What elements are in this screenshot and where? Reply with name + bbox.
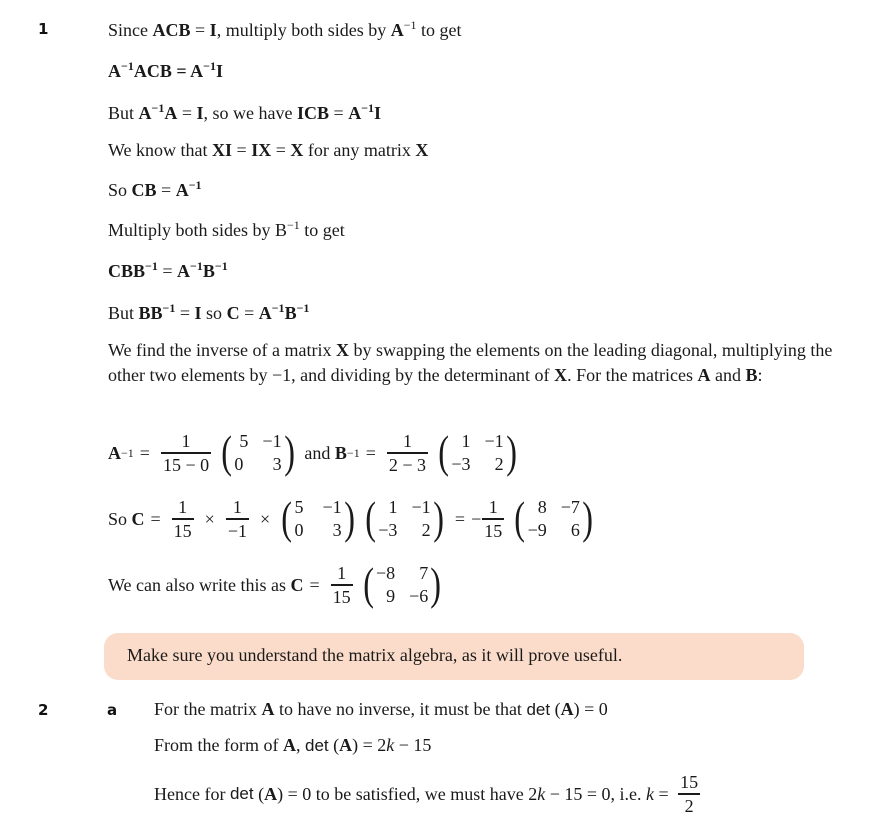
text: : [757,365,763,385]
matrix [436,428,519,478]
times-sign: × [259,508,271,529]
math-symbol: A [264,783,278,804]
superscript: −1 [214,259,228,273]
text: − 15 = 0, i.e. [545,783,647,804]
text: , multiply both sides by [216,20,391,40]
text: ) = 0 to be satisfied, we must have 2 [277,783,538,804]
math-symbol: ICB [297,103,330,123]
math-symbol: B [284,303,297,323]
matrix-entry: 3 [332,520,342,540]
right-paren: ) [432,492,444,543]
text: From the form of [154,735,283,755]
matrix-entry: 5 [294,497,304,517]
part-label: a [107,701,118,719]
superscript: −1 [203,59,216,73]
text: ) = 0 [573,699,608,719]
minus-sign: − [471,508,482,529]
text: and [299,442,335,463]
equals-sign: = [454,508,466,529]
denominator: 15 − 0 [162,455,210,475]
numerator: 1 [337,563,347,583]
superscript: −1 [403,18,417,32]
matrix-entry: 9 [386,586,396,606]
matrix [512,494,595,544]
math-symbol: CB [131,180,157,200]
math-symbol: A [190,61,204,81]
text: ) = 2 [352,735,387,755]
equals-sign: = [139,442,150,463]
right-paren: ) [343,492,355,543]
solution-line-2 [108,61,223,82]
superscript: −1 [287,218,300,232]
solution-line-7 [108,261,228,282]
math-symbol: C [226,303,240,323]
math-symbol: I [209,20,217,40]
math-symbol: B [334,442,347,463]
matrix-entry: −1 [262,431,282,451]
numerator: 1 [402,431,412,451]
matrix-entry: −1 [411,497,431,517]
math-symbol: A [164,103,178,123]
text: = [329,103,349,123]
left-paren: ( [514,492,526,543]
part-a-line-2 [154,735,431,756]
math-symbol: I [374,103,382,123]
matrix-entry: 2 [494,454,504,474]
matrix [363,494,446,544]
math-symbol: C [131,508,145,529]
matrix-entry: 3 [272,454,282,474]
text: = [232,140,252,160]
denominator: 15 [332,587,351,607]
product-equation [108,494,598,544]
matrix [279,494,357,544]
numerator: 1 [178,497,188,517]
equals-sign: = [365,442,376,463]
text: = [175,303,195,323]
text: to get [299,220,345,240]
superscript: −1 [271,301,285,315]
superscript: −1 [121,59,134,73]
text: , [295,735,305,755]
math-symbol: B [745,365,758,385]
matrix-entry: −9 [527,520,547,540]
text: ( [328,735,340,755]
tip-text: Make sure you understand the matrix algebra, as it will prove useful. [127,645,623,665]
math-symbol: C [290,574,304,595]
math-symbol: A [108,442,121,463]
text: = [156,180,176,200]
right-paren: ) [283,426,295,477]
matrix-entry: 7 [419,563,429,583]
matrix [219,428,297,478]
matrix-entry: −6 [409,586,429,606]
matrix-entry: 0 [294,520,304,540]
fraction [678,771,700,817]
inverse-explanation-paragraph [108,338,853,388]
math-symbol: X [554,365,568,385]
math-symbol: I [215,61,223,81]
math-symbol: A [175,180,189,200]
superscript: −1 [361,101,375,115]
math-symbol: I [196,103,204,123]
matrix-entry: 6 [570,520,580,540]
part-a-line-3 [154,771,705,817]
text: So [108,508,132,529]
denominator: 2 [684,796,694,816]
alternate-form-equation [108,560,447,610]
variable-k: k [646,783,655,804]
matrix-entry: −8 [375,563,396,583]
left-paren: ( [438,426,450,477]
superscript: −1 [145,259,158,273]
text: to have no inverse, it must be that [274,699,527,719]
solution-line-5 [108,180,202,201]
math-symbol: A [261,699,275,719]
matrix-entry: −3 [378,520,398,540]
det-operator: det [229,784,254,803]
matrix-entry: 2 [421,520,431,540]
math-symbol: BB [138,303,163,323]
equals-sign: = [309,574,320,595]
matrix-entry: 0 [234,454,244,474]
text: so [201,303,227,323]
math-symbol: A [177,261,191,281]
fraction [161,430,211,476]
fraction [482,496,504,542]
text: But [108,303,139,323]
math-symbol: A [560,699,574,719]
denominator: −1 [227,521,247,541]
math-symbol: A [108,61,121,81]
variable-k: k [537,783,546,804]
superscript: −1 [151,101,165,115]
text: Since [108,20,153,40]
tip-box [104,633,804,680]
fraction [331,562,353,608]
question-number: 2 [38,701,49,719]
det-operator: det [526,700,551,719]
math-symbol: X [335,340,349,360]
fraction [387,430,428,476]
solution-line-6 [108,220,345,241]
math-symbol: B [202,261,215,281]
matrix [361,560,444,610]
text: ( [550,699,561,719]
numerator: 1 [232,497,242,517]
matrix-entry: −7 [560,497,580,517]
left-paren: ( [365,492,376,543]
text: We find the inverse of a matrix [108,340,336,360]
times-sign: × [204,508,215,529]
matrix-entry: 1 [388,497,398,517]
denominator: 2 − 3 [388,455,427,475]
inverse-equation: A −1 = $\frac{1}{15 - 0}$ ( 5 −1 0 3 ) and B −1 = $\frac{1}{2 - 3}$ ( 1 −1 −3 2 ) [108,428,522,478]
matrix-entry: 1 [461,431,471,451]
denominator: 15 [173,521,192,541]
text: ( [253,783,265,804]
solution-line-1 [108,20,461,41]
superscript: −1 [190,259,203,273]
math-symbol: A [258,303,272,323]
text: to get [416,20,462,40]
text: Multiply both sides by B [108,220,288,240]
text: We know that [108,140,213,160]
numerator: 1 [181,431,191,451]
denominator: 15 [484,521,503,541]
math-symbol: XI [212,140,233,160]
matrix-entry: −1 [484,431,504,451]
math-symbol: A [138,103,152,123]
fraction [226,496,249,542]
math-symbol: A [282,735,296,755]
text: = [239,303,259,323]
matrix-entry: 5 [239,431,249,451]
superscript: −1 [162,301,176,315]
text: But [108,103,139,123]
text: = [177,103,197,123]
math-symbol: ACB [133,61,172,81]
math-symbol: A [697,365,711,385]
text: We can also write this as [108,574,291,595]
solution-line-8 [108,303,309,324]
text: = [157,261,178,281]
text: So [108,180,132,200]
text: = [271,140,291,160]
numerator: 15 [680,772,699,792]
right-paren: ) [582,492,593,543]
math-symbol: A [339,735,353,755]
matrix-entry: −1 [322,497,342,517]
matrix-entry: 8 [537,497,547,517]
part-a-line-1 [154,699,608,720]
math-symbol: X [290,140,304,160]
matrix-entry: −3 [451,454,471,474]
right-paren: ) [505,426,517,477]
left-paren: ( [281,492,293,543]
superscript: −1 [188,178,202,192]
right-paren: ) [430,558,442,609]
left-paren: ( [221,426,233,477]
math-symbol: ACB [152,20,191,40]
math-symbol: I [194,303,202,323]
math-symbol: CBB [108,261,146,281]
solution-line-4 [108,140,428,161]
solution-line-3 [108,103,381,124]
fraction [172,496,194,542]
superscript: −1 [296,301,310,315]
math-symbol: A [390,20,404,40]
det-operator: det [304,736,329,755]
text: = [190,20,210,40]
math-symbol: X [415,140,429,160]
text: = [171,61,191,81]
text: − 15 [394,735,432,755]
math-symbol: A [348,103,362,123]
text: , so we have [203,103,298,123]
math-symbol: IX [251,140,272,160]
question-number: 1 [38,20,49,38]
text: and [710,365,746,385]
left-paren: ( [362,558,374,609]
text: Hence for [154,783,230,804]
text: . For the matrices [567,365,698,385]
variable-k: k [386,735,395,755]
text: For the matrix [154,699,262,719]
text: = [654,783,674,804]
numerator: 1 [488,497,498,517]
text: by swapping the elements on the leading diagonal, multiplying the other two elements by −1, and dividing by the determinant of [108,340,833,385]
text: for any matrix [303,140,416,160]
equals-sign: = [150,508,161,529]
